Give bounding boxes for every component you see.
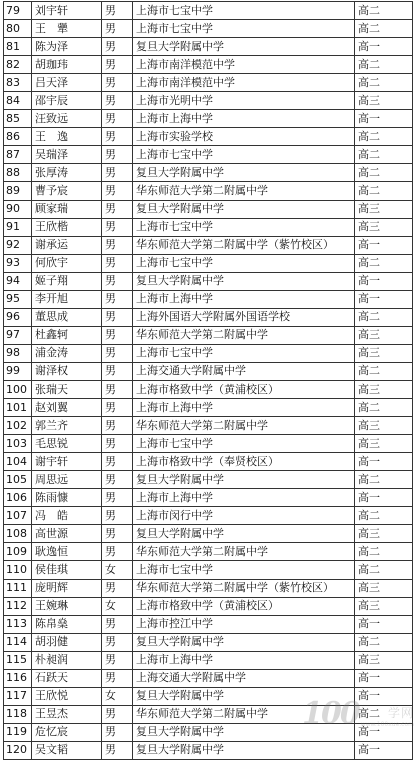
table-row: [4, 651, 413, 669]
table-row: [4, 597, 413, 615]
table-row: [4, 128, 413, 146]
student-name-cell: 杜鑫轲: [32, 326, 102, 344]
student-name-cell: 周思远: [32, 471, 102, 489]
school-cell: 复旦大学附属中学: [133, 741, 355, 759]
row-number-cell: 84: [4, 92, 32, 110]
school-cell: 上海市七宝中学: [133, 254, 355, 272]
table-row: [4, 687, 413, 705]
table-row: [4, 417, 413, 435]
school-cell: 华东师范大学第二附属中学（紫竹校区）: [133, 579, 355, 597]
row-number-cell: 104: [4, 453, 32, 471]
table-row: [4, 146, 413, 164]
student-name-cell: 王婉琳: [32, 597, 102, 615]
student-name-cell: 姬子翔: [32, 272, 102, 290]
gender-cell: 女: [102, 561, 133, 579]
row-number-cell: 89: [4, 182, 32, 200]
school-cell: 上海市七宝中学: [133, 146, 355, 164]
gender-cell: 男: [102, 453, 133, 471]
grade-cell: 高一: [355, 272, 413, 290]
table-row: [4, 20, 413, 38]
student-name-cell: 谢宇轩: [32, 453, 102, 471]
school-cell: 复旦大学附属中学: [133, 200, 355, 218]
student-name-cell: 冯 皓: [32, 507, 102, 525]
table-row: [4, 615, 413, 633]
gender-cell: 男: [102, 128, 133, 146]
grade-cell: 高二: [355, 182, 413, 200]
grade-cell: 高一: [355, 38, 413, 56]
grade-cell: 高一: [355, 615, 413, 633]
gender-cell: 男: [102, 435, 133, 453]
table-row: [4, 633, 413, 651]
grade-cell: 高二: [355, 471, 413, 489]
student-name-cell: 胡珈玮: [32, 56, 102, 74]
gender-cell: 男: [102, 525, 133, 543]
row-number-cell: 80: [4, 20, 32, 38]
grade-cell: 高一: [355, 687, 413, 705]
row-number-cell: 86: [4, 128, 32, 146]
row-number-cell: 117: [4, 687, 32, 705]
table-row: [4, 38, 413, 56]
table-row: [4, 182, 413, 200]
school-cell: 上海市南洋模范中学: [133, 74, 355, 92]
school-cell: 复旦大学附属中学: [133, 723, 355, 741]
table-row: [4, 669, 413, 687]
row-number-cell: 111: [4, 579, 32, 597]
gender-cell: 男: [102, 74, 133, 92]
row-number-cell: 93: [4, 254, 32, 272]
table-row: [4, 507, 413, 525]
row-number-cell: 119: [4, 723, 32, 741]
gender-cell: 男: [102, 362, 133, 380]
row-number-cell: 81: [4, 38, 32, 56]
grade-cell: 高二: [355, 705, 413, 723]
grade-cell: 高二: [355, 254, 413, 272]
student-name-cell: 李开旭: [32, 290, 102, 308]
school-cell: 上海市上海中学: [133, 290, 355, 308]
row-number-cell: 103: [4, 435, 32, 453]
grade-cell: 高三: [355, 344, 413, 362]
row-number-cell: 82: [4, 56, 32, 74]
student-name-cell: 刘宇轩: [32, 2, 102, 20]
student-name-cell: 顾家瑞: [32, 200, 102, 218]
student-name-cell: 胡羽健: [32, 633, 102, 651]
watermark-url: www.100xue.com: [360, 721, 414, 728]
row-number-cell: 101: [4, 399, 32, 417]
school-cell: 上海市控江中学: [133, 615, 355, 633]
table-row: [4, 2, 413, 20]
student-name-cell: 吴瑞泽: [32, 146, 102, 164]
grade-cell: 高二: [355, 308, 413, 326]
school-cell: 上海市七宝中学: [133, 218, 355, 236]
grade-cell: 高二: [355, 128, 413, 146]
student-name-cell: 王 逸: [32, 128, 102, 146]
grade-cell: 高一: [355, 489, 413, 507]
grade-cell: 高二: [355, 164, 413, 182]
gender-cell: 男: [102, 146, 133, 164]
table-row: [4, 525, 413, 543]
gender-cell: 男: [102, 669, 133, 687]
grade-cell: 高三: [355, 651, 413, 669]
table-row: [4, 92, 413, 110]
student-name-cell: 张厚涛: [32, 164, 102, 182]
row-number-cell: 107: [4, 507, 32, 525]
gender-cell: 男: [102, 615, 133, 633]
school-cell: 上海市上海中学: [133, 399, 355, 417]
grade-cell: 高二: [355, 507, 413, 525]
grade-cell: 高二: [355, 20, 413, 38]
row-number-cell: 98: [4, 344, 32, 362]
row-number-cell: 114: [4, 633, 32, 651]
gender-cell: 男: [102, 489, 133, 507]
school-cell: 复旦大学附属中学: [133, 687, 355, 705]
student-name-cell: 王欣楷: [32, 218, 102, 236]
gender-cell: 男: [102, 417, 133, 435]
table-row: [4, 308, 413, 326]
gender-cell: 男: [102, 741, 133, 759]
row-number-cell: 87: [4, 146, 32, 164]
table-row: [4, 741, 413, 759]
grade-cell: 高二: [355, 543, 413, 561]
table-row: [4, 200, 413, 218]
school-cell: 上海交通大学附属中学: [133, 669, 355, 687]
grade-cell: 高二: [355, 561, 413, 579]
student-name-cell: 汪致远: [32, 110, 102, 128]
school-cell: 上海市实验学校: [133, 128, 355, 146]
grade-cell: 高二: [355, 399, 413, 417]
table-row: [4, 164, 413, 182]
grade-cell: 高三: [355, 380, 413, 398]
gender-cell: 男: [102, 56, 133, 74]
student-name-cell: 邵宇辰: [32, 92, 102, 110]
gender-cell: 男: [102, 92, 133, 110]
student-name-cell: 王 犟: [32, 20, 102, 38]
gender-cell: 男: [102, 399, 133, 417]
table-row: [4, 380, 413, 398]
gender-cell: 男: [102, 200, 133, 218]
school-cell: 上海市上海中学: [133, 489, 355, 507]
gender-cell: 男: [102, 254, 133, 272]
gender-cell: 男: [102, 543, 133, 561]
student-name-cell: 吴文韬: [32, 741, 102, 759]
row-number-cell: 85: [4, 110, 32, 128]
school-cell: 上海市上海中学: [133, 110, 355, 128]
row-number-cell: 120: [4, 741, 32, 759]
watermark-text: 学网: [387, 706, 414, 720]
row-number-cell: 90: [4, 200, 32, 218]
row-number-cell: 112: [4, 597, 32, 615]
grade-cell: 高三: [355, 597, 413, 615]
student-name-cell: 谢承运: [32, 236, 102, 254]
student-name-cell: 陈为泽: [32, 38, 102, 56]
gender-cell: 男: [102, 20, 133, 38]
student-name-cell: 董思成: [32, 308, 102, 326]
grade-cell: 高二: [355, 56, 413, 74]
gender-cell: 男: [102, 471, 133, 489]
grade-cell: 高三: [355, 92, 413, 110]
row-number-cell: 106: [4, 489, 32, 507]
student-name-cell: 曹予宸: [32, 182, 102, 200]
row-number-cell: 113: [4, 615, 32, 633]
student-name-cell: 浦金涛: [32, 344, 102, 362]
table-row: [4, 236, 413, 254]
table-row: [4, 254, 413, 272]
row-number-cell: 110: [4, 561, 32, 579]
school-cell: 上海市格致中学（黄浦校区）: [133, 597, 355, 615]
grade-cell: 高三: [355, 579, 413, 597]
school-cell: 上海市七宝中学: [133, 561, 355, 579]
student-name-cell: 郭兰齐: [32, 417, 102, 435]
gender-cell: 男: [102, 218, 133, 236]
table-row: [4, 74, 413, 92]
student-name-cell: 王昱杰: [32, 705, 102, 723]
school-cell: 复旦大学附属中学: [133, 633, 355, 651]
grade-cell: 高三: [355, 326, 413, 344]
student-name-cell: 陈帛燊: [32, 615, 102, 633]
student-name-cell: 王欣悦: [32, 687, 102, 705]
table-row: [4, 471, 413, 489]
school-cell: 复旦大学附属中学: [133, 38, 355, 56]
school-cell: 上海市上海中学: [133, 651, 355, 669]
table-row: [4, 56, 413, 74]
grade-cell: 高一: [355, 669, 413, 687]
grade-cell: 高一: [355, 723, 413, 741]
table-row: [4, 399, 413, 417]
row-number-cell: 109: [4, 543, 32, 561]
gender-cell: 男: [102, 308, 133, 326]
table-row: [4, 344, 413, 362]
row-number-cell: 118: [4, 705, 32, 723]
gender-cell: 男: [102, 633, 133, 651]
school-cell: 华东师范大学第二附属中学: [133, 417, 355, 435]
school-cell: 复旦大学附属中学: [133, 525, 355, 543]
grade-cell: 高一: [355, 290, 413, 308]
gender-cell: 男: [102, 164, 133, 182]
gender-cell: 男: [102, 272, 133, 290]
gender-cell: 男: [102, 507, 133, 525]
roster-body: [4, 2, 413, 760]
gender-cell: 男: [102, 705, 133, 723]
gender-cell: 男: [102, 380, 133, 398]
student-name-cell: 毛思锐: [32, 435, 102, 453]
gender-cell: 男: [102, 579, 133, 597]
grade-cell: 高二: [355, 633, 413, 651]
school-cell: 上海外国语大学附属外国语学校: [133, 308, 355, 326]
student-name-cell: 石跃天: [32, 669, 102, 687]
gender-cell: 女: [102, 687, 133, 705]
row-number-cell: 92: [4, 236, 32, 254]
grade-cell: 高一: [355, 741, 413, 759]
row-number-cell: 79: [4, 2, 32, 20]
table-row: [4, 561, 413, 579]
student-name-cell: 赵刘翼: [32, 399, 102, 417]
table-row: [4, 723, 413, 741]
table-row: [4, 110, 413, 128]
school-cell: 复旦大学附属中学: [133, 272, 355, 290]
row-number-cell: 95: [4, 290, 32, 308]
row-number-cell: 105: [4, 471, 32, 489]
school-cell: 华东师范大学第二附属中学: [133, 543, 355, 561]
student-name-cell: 庞明辉: [32, 579, 102, 597]
grade-cell: 高二: [355, 146, 413, 164]
row-number-cell: 91: [4, 218, 32, 236]
gender-cell: 男: [102, 326, 133, 344]
table-row: [4, 362, 413, 380]
school-cell: 上海市七宝中学: [133, 20, 355, 38]
grade-cell: 高一: [355, 236, 413, 254]
row-number-cell: 97: [4, 326, 32, 344]
grade-cell: 高三: [355, 435, 413, 453]
gender-cell: 女: [102, 597, 133, 615]
school-cell: 上海市闵行中学: [133, 507, 355, 525]
school-cell: 华东师范大学第二附属中学（紫竹校区）: [133, 236, 355, 254]
row-number-cell: 99: [4, 362, 32, 380]
grade-cell: 高三: [355, 525, 413, 543]
grade-cell: 高三: [355, 417, 413, 435]
gender-cell: 男: [102, 110, 133, 128]
row-number-cell: 96: [4, 308, 32, 326]
row-number-cell: 102: [4, 417, 32, 435]
school-cell: 上海市格致中学（黄浦校区）: [133, 380, 355, 398]
gender-cell: 男: [102, 651, 133, 669]
grade-cell: 高一: [355, 453, 413, 471]
school-cell: 上海市南洋模范中学: [133, 56, 355, 74]
school-cell: 上海市七宝中学: [133, 2, 355, 20]
student-name-cell: 侯佳琪: [32, 561, 102, 579]
row-number-cell: 108: [4, 525, 32, 543]
row-number-cell: 116: [4, 669, 32, 687]
student-name-cell: 朴昶润: [32, 651, 102, 669]
school-cell: 华东师范大学第二附属中学: [133, 326, 355, 344]
table-row: [4, 489, 413, 507]
school-cell: 华东师范大学第二附属中学: [133, 705, 355, 723]
gender-cell: 男: [102, 290, 133, 308]
watermark-logo: 100: [302, 696, 359, 731]
row-number-cell: 88: [4, 164, 32, 182]
school-cell: 上海市七宝中学: [133, 435, 355, 453]
row-number-cell: 83: [4, 74, 32, 92]
row-number-cell: 100: [4, 380, 32, 398]
gender-cell: 男: [102, 344, 133, 362]
school-cell: 上海市光明中学: [133, 92, 355, 110]
gender-cell: 男: [102, 38, 133, 56]
student-roster-table: [3, 1, 413, 760]
gender-cell: 男: [102, 182, 133, 200]
row-number-cell: 115: [4, 651, 32, 669]
table-row: [4, 579, 413, 597]
student-name-cell: 张瑞天: [32, 380, 102, 398]
school-cell: 复旦大学附属中学: [133, 471, 355, 489]
grade-cell: 高三: [355, 218, 413, 236]
table-row: [4, 435, 413, 453]
gender-cell: 男: [102, 2, 133, 20]
table-row: [4, 543, 413, 561]
grade-cell: 高三: [355, 200, 413, 218]
table-row: [4, 705, 413, 723]
grade-cell: 高二: [355, 362, 413, 380]
table-row: [4, 453, 413, 471]
student-name-cell: 何欣宇: [32, 254, 102, 272]
school-cell: 复旦大学附属中学: [133, 164, 355, 182]
student-name-cell: 高世源: [32, 525, 102, 543]
grade-cell: 高一: [355, 110, 413, 128]
table-row: [4, 290, 413, 308]
gender-cell: 男: [102, 723, 133, 741]
school-cell: 华东师范大学第二附属中学: [133, 182, 355, 200]
school-cell: 上海市格致中学（奉贤校区）: [133, 453, 355, 471]
grade-cell: 高二: [355, 2, 413, 20]
student-name-cell: 谢泽权: [32, 362, 102, 380]
table-row: [4, 326, 413, 344]
school-cell: 上海市七宝中学: [133, 344, 355, 362]
student-name-cell: 耿逸恒: [32, 543, 102, 561]
school-cell: 上海交通大学附属中学: [133, 362, 355, 380]
table-row: [4, 218, 413, 236]
row-number-cell: 94: [4, 272, 32, 290]
grade-cell: 高二: [355, 74, 413, 92]
gender-cell: 男: [102, 236, 133, 254]
table-row: [4, 272, 413, 290]
student-name-cell: 危忆宸: [32, 723, 102, 741]
student-name-cell: 吕天泽: [32, 74, 102, 92]
student-name-cell: 陈雨慷: [32, 489, 102, 507]
